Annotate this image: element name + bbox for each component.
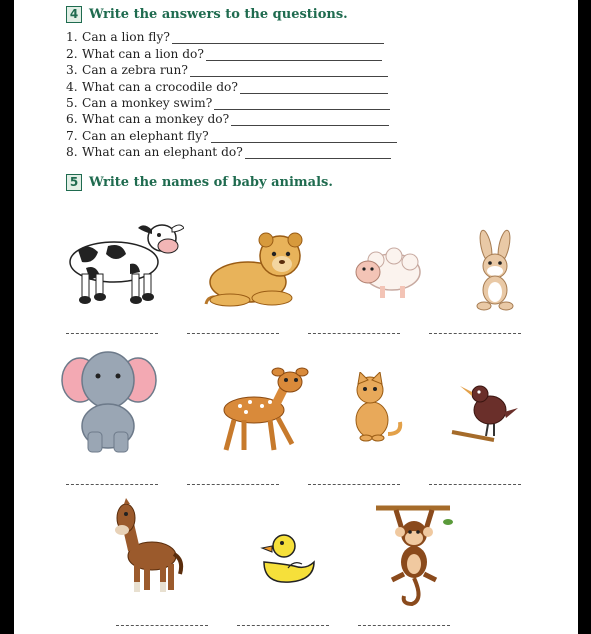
answer-line[interactable]: [358, 625, 450, 626]
answer-line[interactable]: [429, 484, 521, 485]
answer-line[interactable]: [116, 625, 208, 626]
question-text: What can an elephant do?: [82, 145, 243, 160]
question-number: 5.: [66, 95, 78, 110]
exercise-5-heading: [66, 174, 333, 191]
sheep-icon: [352, 244, 422, 302]
question-row: [66, 44, 397, 60]
deer-icon: [214, 364, 310, 456]
question-list: [66, 28, 397, 159]
question-number: 7.: [66, 128, 78, 143]
question-row: [66, 126, 397, 142]
answer-line[interactable]: [237, 625, 329, 626]
question-row: [66, 143, 397, 159]
answer-line[interactable]: [308, 484, 400, 485]
question-number: 8.: [66, 145, 78, 160]
question-row: [66, 110, 397, 126]
question-row: [66, 28, 397, 44]
answer-line[interactable]: [66, 484, 158, 485]
question-number: 6.: [66, 112, 78, 127]
question-text: Can an elephant fly?: [82, 128, 209, 143]
duck-icon: [258, 528, 318, 586]
answer-line[interactable]: [245, 147, 391, 159]
question-text: Can a monkey swim?: [82, 95, 213, 110]
lion-icon: [200, 226, 310, 316]
question-text: What can a crocodile do?: [82, 79, 238, 94]
answer-line[interactable]: [66, 333, 158, 334]
question-number: 1.: [66, 30, 78, 45]
answer-line[interactable]: [429, 333, 521, 334]
answer-line[interactable]: [308, 333, 400, 334]
question-number: 3.: [66, 63, 78, 78]
question-row: [66, 61, 397, 77]
question-row: [66, 94, 397, 110]
monkey-icon: [374, 500, 454, 606]
answer-line[interactable]: [187, 484, 279, 485]
exercise-4-heading: [66, 6, 348, 23]
question-text: What can a monkey do?: [82, 112, 230, 127]
answer-line[interactable]: [240, 82, 388, 94]
answer-line[interactable]: [211, 131, 397, 143]
answer-line[interactable]: [231, 114, 389, 126]
exercise-title: Write the answers to the questions.: [89, 7, 348, 22]
answer-line[interactable]: [172, 32, 384, 44]
cow-icon: [64, 218, 184, 308]
question-number: 4.: [66, 79, 78, 94]
horse-icon: [112, 498, 184, 598]
cat-icon: [344, 372, 406, 444]
question-text: What can a lion do?: [82, 46, 204, 61]
answer-line[interactable]: [187, 333, 279, 334]
question-text: Can a lion fly?: [82, 30, 170, 45]
question-row: [66, 77, 397, 93]
answer-line[interactable]: [190, 65, 388, 77]
worksheet-page: [14, 0, 578, 634]
exercise-number-badge: 4: [66, 6, 82, 23]
rabbit-icon: [466, 228, 524, 314]
question-text: Can a zebra run?: [82, 63, 188, 78]
question-number: 2.: [66, 46, 78, 61]
bird-icon: [450, 378, 520, 448]
answer-line[interactable]: [214, 98, 390, 110]
answer-line[interactable]: [206, 49, 382, 61]
elephant-icon: [58, 346, 158, 458]
exercise-title: Write the names of baby animals.: [89, 175, 333, 190]
exercise-number-badge: 5: [66, 174, 82, 191]
